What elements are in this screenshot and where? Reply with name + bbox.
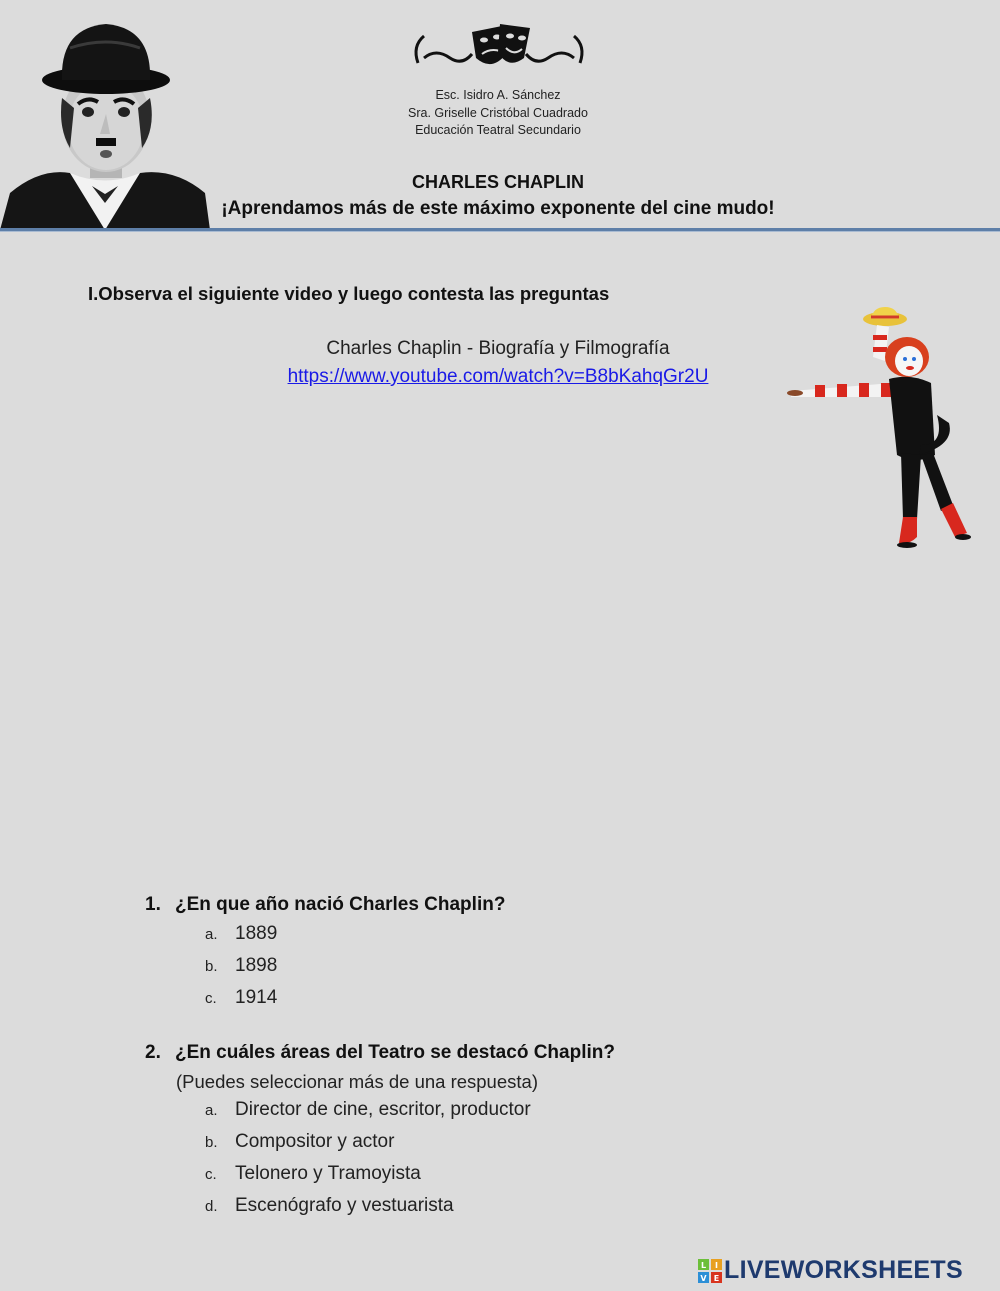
option-text: Compositor y actor bbox=[235, 1131, 395, 1152]
theatre-masks-icon bbox=[410, 18, 588, 76]
section-instruction: I.Observa el siguiente video y luego contesta las preguntas bbox=[88, 283, 610, 304]
liveworksheets-badge-icon bbox=[698, 1259, 722, 1283]
option-text: 1914 bbox=[235, 987, 278, 1008]
badge-letter: E bbox=[713, 1274, 720, 1283]
header-divider bbox=[0, 228, 1000, 232]
page-title: CHARLES CHAPLIN bbox=[411, 172, 584, 192]
question-number: 1. bbox=[145, 894, 161, 915]
teacher-name: Sra. Griselle Cristóbal Cuadrado bbox=[408, 106, 588, 120]
school-name: Esc. Isidro A. Sánchez bbox=[435, 88, 561, 102]
option-letter: a. bbox=[205, 926, 218, 943]
option-letter: c. bbox=[205, 990, 217, 1007]
mime-clown-illustration bbox=[785, 305, 975, 550]
option-text: Telonero y Tramoyista bbox=[235, 1163, 421, 1184]
badge-letter: I bbox=[715, 1261, 718, 1270]
question-number: 2. bbox=[145, 1042, 161, 1063]
q1-option-b[interactable] bbox=[205, 955, 277, 977]
option-letter: a. bbox=[205, 1102, 218, 1119]
q2-option-b[interactable] bbox=[205, 1131, 394, 1153]
question-text: ¿En que año nació Charles Chaplin? bbox=[175, 894, 506, 915]
question-2 bbox=[145, 1042, 615, 1064]
video-title: Charles Chaplin - Biografía y Filmografía bbox=[326, 338, 670, 359]
badge-letter: L bbox=[700, 1261, 707, 1270]
option-text: 1889 bbox=[235, 923, 278, 944]
question-note: (Puedes seleccionar más de una respuesta) bbox=[176, 1071, 538, 1092]
q1-option-c[interactable] bbox=[205, 987, 277, 1009]
page-subtitle: ¡Aprendamos más de este máximo exponente del cine mudo! bbox=[221, 198, 775, 219]
option-text: Director de cine, escritor, productor bbox=[235, 1099, 531, 1120]
video-link[interactable]: https://www.youtube.com/watch?v=B8bKahqGr2U bbox=[287, 366, 709, 387]
option-letter: b. bbox=[205, 958, 218, 975]
question-1 bbox=[145, 894, 505, 916]
option-text: Escenógrafo y vestuarista bbox=[235, 1195, 454, 1216]
chaplin-portrait-image bbox=[0, 8, 210, 230]
badge-letter: V bbox=[700, 1274, 707, 1283]
option-letter: d. bbox=[205, 1198, 218, 1215]
question-text: ¿En cuáles áreas del Teatro se destacó Chaplin? bbox=[175, 1042, 615, 1063]
q1-option-a[interactable] bbox=[205, 923, 277, 945]
q2-option-d[interactable] bbox=[205, 1195, 454, 1217]
course-name: Educación Teatral Secundario bbox=[415, 123, 581, 137]
option-letter: b. bbox=[205, 1134, 218, 1151]
q2-option-c[interactable] bbox=[205, 1163, 421, 1185]
option-text: 1898 bbox=[235, 955, 278, 976]
q2-option-a[interactable] bbox=[205, 1099, 531, 1121]
option-letter: c. bbox=[205, 1166, 217, 1183]
liveworksheets-logo[interactable] bbox=[698, 1256, 998, 1286]
liveworksheets-brand-text: LIVEWORKSHEETS bbox=[724, 1256, 963, 1284]
